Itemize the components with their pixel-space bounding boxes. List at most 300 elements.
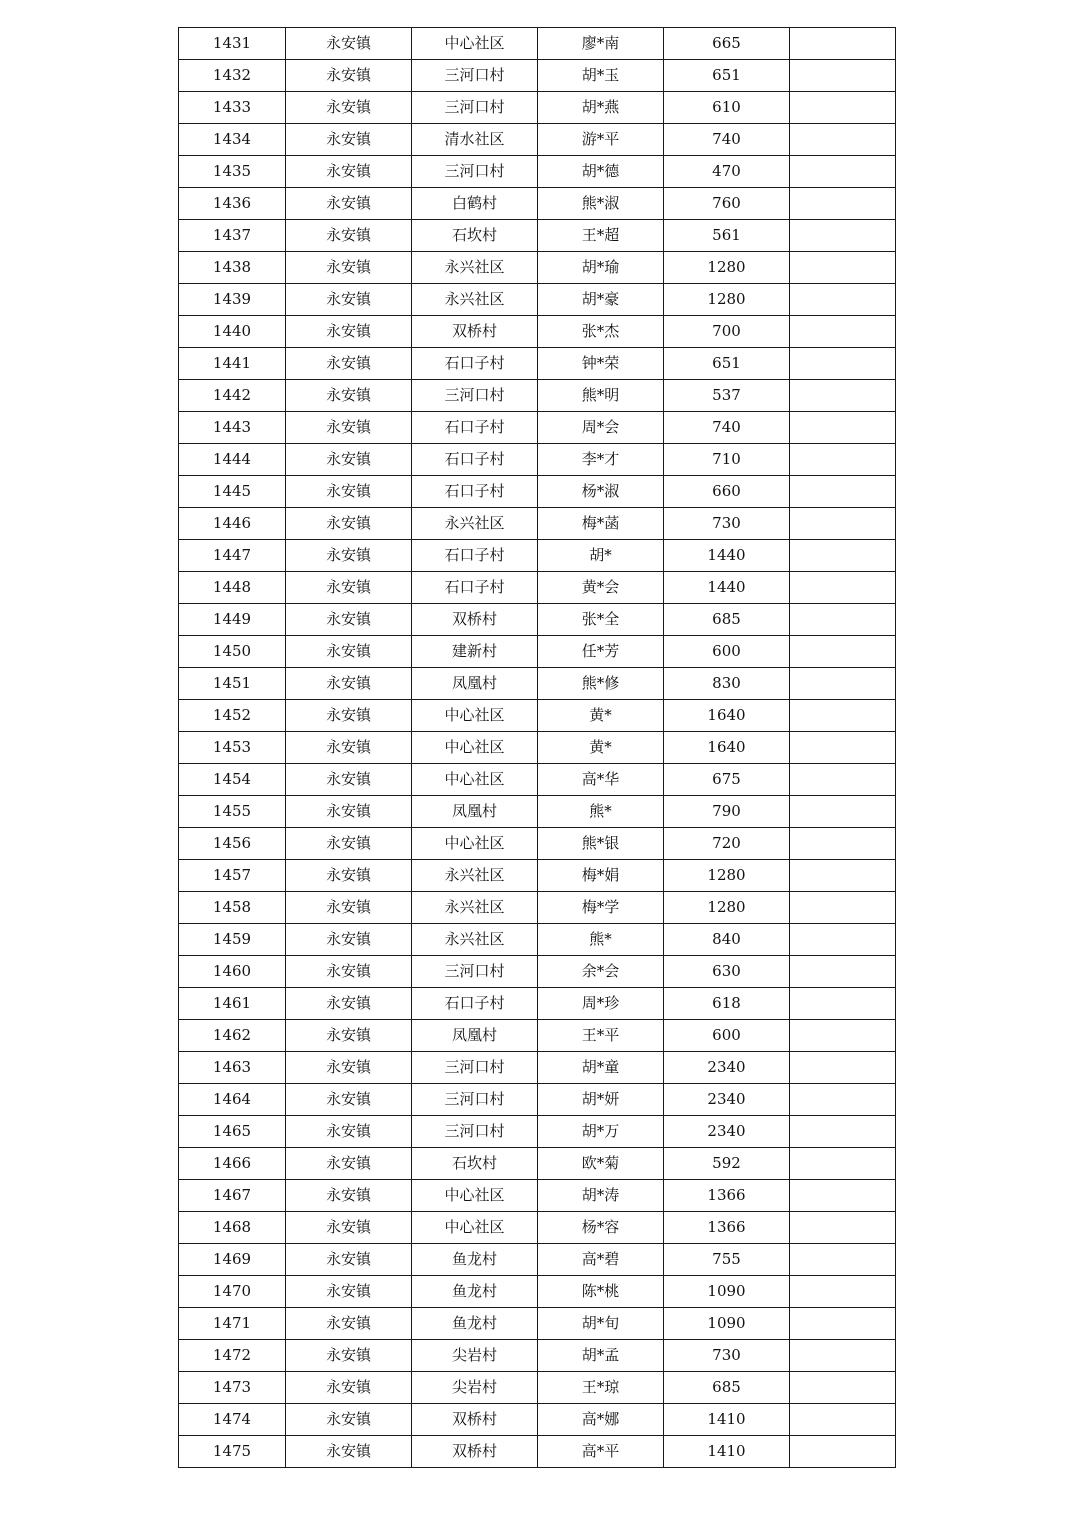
amount-cell: 1410 — [664, 1404, 790, 1436]
name-cell: 胡*旬 — [538, 1308, 664, 1340]
serial-number-cell: 1475 — [179, 1436, 286, 1468]
town-cell: 永安镇 — [286, 796, 412, 828]
name-cell: 胡*玉 — [538, 60, 664, 92]
amount-cell: 1366 — [664, 1180, 790, 1212]
remarks-cell — [790, 284, 896, 316]
table-row — [179, 956, 896, 988]
amount-cell: 730 — [664, 508, 790, 540]
name-cell: 高*平 — [538, 1436, 664, 1468]
serial-number-cell: 1450 — [179, 636, 286, 668]
name-cell: 梅*娟 — [538, 860, 664, 892]
name-cell: 熊* — [538, 796, 664, 828]
town-cell: 永安镇 — [286, 1180, 412, 1212]
table-row — [179, 1404, 896, 1436]
table-row — [179, 476, 896, 508]
amount-cell: 830 — [664, 668, 790, 700]
name-cell: 王*琼 — [538, 1372, 664, 1404]
amount-cell: 755 — [664, 1244, 790, 1276]
town-cell: 永安镇 — [286, 444, 412, 476]
serial-number-cell: 1457 — [179, 860, 286, 892]
serial-number-cell: 1449 — [179, 604, 286, 636]
town-cell: 永安镇 — [286, 220, 412, 252]
table-row — [179, 636, 896, 668]
amount-cell: 675 — [664, 764, 790, 796]
village-cell: 三河口村 — [412, 1084, 538, 1116]
amount-cell: 740 — [664, 124, 790, 156]
table-row — [179, 1052, 896, 1084]
name-cell: 胡*孟 — [538, 1340, 664, 1372]
table-row — [179, 668, 896, 700]
serial-number-cell: 1454 — [179, 764, 286, 796]
serial-number-cell: 1461 — [179, 988, 286, 1020]
serial-number-cell: 1435 — [179, 156, 286, 188]
amount-cell: 561 — [664, 220, 790, 252]
town-cell: 永安镇 — [286, 732, 412, 764]
village-cell: 永兴社区 — [412, 860, 538, 892]
village-cell: 三河口村 — [412, 156, 538, 188]
town-cell: 永安镇 — [286, 1372, 412, 1404]
name-cell: 李*才 — [538, 444, 664, 476]
table-row — [179, 1084, 896, 1116]
village-cell: 永兴社区 — [412, 892, 538, 924]
village-cell: 清水社区 — [412, 124, 538, 156]
village-cell: 鱼龙村 — [412, 1276, 538, 1308]
name-cell: 胡*童 — [538, 1052, 664, 1084]
village-cell: 石口子村 — [412, 476, 538, 508]
town-cell: 永安镇 — [286, 988, 412, 1020]
amount-cell: 1440 — [664, 572, 790, 604]
name-cell: 张*杰 — [538, 316, 664, 348]
village-cell: 石坎村 — [412, 220, 538, 252]
amount-cell: 1280 — [664, 252, 790, 284]
serial-number-cell: 1473 — [179, 1372, 286, 1404]
name-cell: 胡*妍 — [538, 1084, 664, 1116]
remarks-cell — [790, 828, 896, 860]
village-cell: 中心社区 — [412, 764, 538, 796]
serial-number-cell: 1443 — [179, 412, 286, 444]
table-row — [179, 316, 896, 348]
remarks-cell — [790, 476, 896, 508]
amount-cell: 740 — [664, 412, 790, 444]
amount-cell: 1090 — [664, 1276, 790, 1308]
name-cell: 胡*豪 — [538, 284, 664, 316]
remarks-cell — [790, 764, 896, 796]
name-cell: 梅*学 — [538, 892, 664, 924]
village-cell: 双桥村 — [412, 1404, 538, 1436]
serial-number-cell: 1463 — [179, 1052, 286, 1084]
amount-cell: 720 — [664, 828, 790, 860]
town-cell: 永安镇 — [286, 956, 412, 988]
remarks-cell — [790, 380, 896, 412]
name-cell: 黄* — [538, 732, 664, 764]
name-cell: 熊*淑 — [538, 188, 664, 220]
amount-cell: 630 — [664, 956, 790, 988]
roster-table — [178, 27, 896, 1468]
amount-cell: 1640 — [664, 732, 790, 764]
village-cell: 石口子村 — [412, 540, 538, 572]
amount-cell: 1440 — [664, 540, 790, 572]
remarks-cell — [790, 28, 896, 60]
village-cell: 石口子村 — [412, 412, 538, 444]
remarks-cell — [790, 252, 896, 284]
table-row — [179, 1212, 896, 1244]
serial-number-cell: 1468 — [179, 1212, 286, 1244]
serial-number-cell: 1448 — [179, 572, 286, 604]
name-cell: 任*芳 — [538, 636, 664, 668]
name-cell: 胡*涛 — [538, 1180, 664, 1212]
table-row — [179, 188, 896, 220]
name-cell: 余*会 — [538, 956, 664, 988]
village-cell: 三河口村 — [412, 92, 538, 124]
remarks-cell — [790, 1148, 896, 1180]
remarks-cell — [790, 156, 896, 188]
amount-cell: 618 — [664, 988, 790, 1020]
remarks-cell — [790, 924, 896, 956]
serial-number-cell: 1434 — [179, 124, 286, 156]
town-cell: 永安镇 — [286, 1340, 412, 1372]
town-cell: 永安镇 — [286, 668, 412, 700]
name-cell: 张*全 — [538, 604, 664, 636]
town-cell: 永安镇 — [286, 60, 412, 92]
town-cell: 永安镇 — [286, 540, 412, 572]
town-cell: 永安镇 — [286, 284, 412, 316]
serial-number-cell: 1440 — [179, 316, 286, 348]
table-row — [179, 764, 896, 796]
village-cell: 双桥村 — [412, 1436, 538, 1468]
remarks-cell — [790, 348, 896, 380]
remarks-cell — [790, 1404, 896, 1436]
amount-cell: 1280 — [664, 860, 790, 892]
village-cell: 石口子村 — [412, 988, 538, 1020]
name-cell: 王*平 — [538, 1020, 664, 1052]
name-cell: 黄* — [538, 700, 664, 732]
town-cell: 永安镇 — [286, 1436, 412, 1468]
table-row — [179, 412, 896, 444]
remarks-cell — [790, 1020, 896, 1052]
remarks-cell — [790, 220, 896, 252]
serial-number-cell: 1464 — [179, 1084, 286, 1116]
village-cell: 永兴社区 — [412, 924, 538, 956]
serial-number-cell: 1467 — [179, 1180, 286, 1212]
town-cell: 永安镇 — [286, 1276, 412, 1308]
table-row — [179, 156, 896, 188]
serial-number-cell: 1447 — [179, 540, 286, 572]
serial-number-cell: 1460 — [179, 956, 286, 988]
town-cell: 永安镇 — [286, 380, 412, 412]
amount-cell: 1366 — [664, 1212, 790, 1244]
serial-number-cell: 1459 — [179, 924, 286, 956]
name-cell: 熊*明 — [538, 380, 664, 412]
village-cell: 双桥村 — [412, 316, 538, 348]
name-cell: 陈*桃 — [538, 1276, 664, 1308]
remarks-cell — [790, 1244, 896, 1276]
table-row — [179, 1308, 896, 1340]
town-cell: 永安镇 — [286, 892, 412, 924]
table-row — [179, 444, 896, 476]
serial-number-cell: 1439 — [179, 284, 286, 316]
serial-number-cell: 1458 — [179, 892, 286, 924]
table-row — [179, 828, 896, 860]
remarks-cell — [790, 572, 896, 604]
name-cell: 杨*容 — [538, 1212, 664, 1244]
serial-number-cell: 1470 — [179, 1276, 286, 1308]
table-row — [179, 60, 896, 92]
remarks-cell — [790, 1180, 896, 1212]
amount-cell: 537 — [664, 380, 790, 412]
serial-number-cell: 1438 — [179, 252, 286, 284]
remarks-cell — [790, 1084, 896, 1116]
town-cell: 永安镇 — [286, 604, 412, 636]
town-cell: 永安镇 — [286, 860, 412, 892]
amount-cell: 1280 — [664, 284, 790, 316]
town-cell: 永安镇 — [286, 572, 412, 604]
town-cell: 永安镇 — [286, 252, 412, 284]
remarks-cell — [790, 1052, 896, 1084]
village-cell: 三河口村 — [412, 1052, 538, 1084]
document-page — [178, 27, 895, 1468]
village-cell: 尖岩村 — [412, 1372, 538, 1404]
remarks-cell — [790, 92, 896, 124]
serial-number-cell: 1445 — [179, 476, 286, 508]
remarks-cell — [790, 636, 896, 668]
table-row — [179, 124, 896, 156]
serial-number-cell: 1465 — [179, 1116, 286, 1148]
village-cell: 凤凰村 — [412, 668, 538, 700]
village-cell: 三河口村 — [412, 60, 538, 92]
town-cell: 永安镇 — [286, 1020, 412, 1052]
town-cell: 永安镇 — [286, 1404, 412, 1436]
village-cell: 石口子村 — [412, 444, 538, 476]
table-row — [179, 348, 896, 380]
serial-number-cell: 1442 — [179, 380, 286, 412]
town-cell: 永安镇 — [286, 124, 412, 156]
remarks-cell — [790, 700, 896, 732]
table-row — [179, 1148, 896, 1180]
town-cell: 永安镇 — [286, 1148, 412, 1180]
table-row — [179, 604, 896, 636]
name-cell: 梅*菡 — [538, 508, 664, 540]
remarks-cell — [790, 604, 896, 636]
village-cell: 中心社区 — [412, 1212, 538, 1244]
table-row — [179, 1436, 896, 1468]
table-row — [179, 732, 896, 764]
remarks-cell — [790, 1116, 896, 1148]
name-cell: 王*超 — [538, 220, 664, 252]
table-row — [179, 1340, 896, 1372]
town-cell: 永安镇 — [286, 1244, 412, 1276]
amount-cell: 1090 — [664, 1308, 790, 1340]
remarks-cell — [790, 1276, 896, 1308]
amount-cell: 470 — [664, 156, 790, 188]
table-row — [179, 1116, 896, 1148]
amount-cell: 1280 — [664, 892, 790, 924]
serial-number-cell: 1466 — [179, 1148, 286, 1180]
village-cell: 三河口村 — [412, 1116, 538, 1148]
town-cell: 永安镇 — [286, 156, 412, 188]
remarks-cell — [790, 956, 896, 988]
name-cell: 杨*淑 — [538, 476, 664, 508]
name-cell: 钟*荣 — [538, 348, 664, 380]
remarks-cell — [790, 668, 896, 700]
amount-cell: 1410 — [664, 1436, 790, 1468]
town-cell: 永安镇 — [286, 316, 412, 348]
village-cell: 三河口村 — [412, 956, 538, 988]
serial-number-cell: 1452 — [179, 700, 286, 732]
name-cell: 胡*万 — [538, 1116, 664, 1148]
amount-cell: 592 — [664, 1148, 790, 1180]
village-cell: 中心社区 — [412, 732, 538, 764]
village-cell: 中心社区 — [412, 700, 538, 732]
remarks-cell — [790, 188, 896, 220]
amount-cell: 610 — [664, 92, 790, 124]
town-cell: 永安镇 — [286, 1212, 412, 1244]
amount-cell: 600 — [664, 636, 790, 668]
table-row — [179, 988, 896, 1020]
name-cell: 游*平 — [538, 124, 664, 156]
village-cell: 尖岩村 — [412, 1340, 538, 1372]
remarks-cell — [790, 892, 896, 924]
village-cell: 石口子村 — [412, 348, 538, 380]
remarks-cell — [790, 1372, 896, 1404]
table-row — [179, 508, 896, 540]
name-cell: 熊* — [538, 924, 664, 956]
serial-number-cell: 1437 — [179, 220, 286, 252]
amount-cell: 685 — [664, 604, 790, 636]
amount-cell: 710 — [664, 444, 790, 476]
village-cell: 中心社区 — [412, 1180, 538, 1212]
town-cell: 永安镇 — [286, 924, 412, 956]
name-cell: 欧*菊 — [538, 1148, 664, 1180]
serial-number-cell: 1436 — [179, 188, 286, 220]
table-row — [179, 28, 896, 60]
table-row — [179, 220, 896, 252]
amount-cell: 660 — [664, 476, 790, 508]
name-cell: 高*娜 — [538, 1404, 664, 1436]
village-cell: 永兴社区 — [412, 508, 538, 540]
amount-cell: 2340 — [664, 1084, 790, 1116]
town-cell: 永安镇 — [286, 1116, 412, 1148]
town-cell: 永安镇 — [286, 92, 412, 124]
table-row — [179, 892, 896, 924]
village-cell: 中心社区 — [412, 28, 538, 60]
village-cell: 中心社区 — [412, 828, 538, 860]
village-cell: 鱼龙村 — [412, 1308, 538, 1340]
remarks-cell — [790, 444, 896, 476]
name-cell: 廖*南 — [538, 28, 664, 60]
village-cell: 凤凰村 — [412, 1020, 538, 1052]
name-cell: 周*珍 — [538, 988, 664, 1020]
name-cell: 胡*瑜 — [538, 252, 664, 284]
name-cell: 周*会 — [538, 412, 664, 444]
serial-number-cell: 1441 — [179, 348, 286, 380]
amount-cell: 651 — [664, 348, 790, 380]
table-row — [179, 860, 896, 892]
serial-number-cell: 1455 — [179, 796, 286, 828]
village-cell: 鱼龙村 — [412, 1244, 538, 1276]
village-cell: 白鹤村 — [412, 188, 538, 220]
serial-number-cell: 1433 — [179, 92, 286, 124]
town-cell: 永安镇 — [286, 28, 412, 60]
serial-number-cell: 1451 — [179, 668, 286, 700]
village-cell: 永兴社区 — [412, 284, 538, 316]
amount-cell: 790 — [664, 796, 790, 828]
name-cell: 高*华 — [538, 764, 664, 796]
serial-number-cell: 1453 — [179, 732, 286, 764]
serial-number-cell: 1469 — [179, 1244, 286, 1276]
name-cell: 熊*银 — [538, 828, 664, 860]
remarks-cell — [790, 732, 896, 764]
town-cell: 永安镇 — [286, 476, 412, 508]
table-row — [179, 924, 896, 956]
village-cell: 石坎村 — [412, 1148, 538, 1180]
remarks-cell — [790, 412, 896, 444]
table-row — [179, 380, 896, 412]
amount-cell: 651 — [664, 60, 790, 92]
amount-cell: 2340 — [664, 1052, 790, 1084]
table-row — [179, 1020, 896, 1052]
name-cell: 胡* — [538, 540, 664, 572]
name-cell: 黄*会 — [538, 572, 664, 604]
table-row — [179, 92, 896, 124]
town-cell: 永安镇 — [286, 348, 412, 380]
name-cell: 胡*德 — [538, 156, 664, 188]
table-row — [179, 796, 896, 828]
town-cell: 永安镇 — [286, 700, 412, 732]
table-row — [179, 1244, 896, 1276]
amount-cell: 700 — [664, 316, 790, 348]
village-cell: 凤凰村 — [412, 796, 538, 828]
name-cell: 胡*燕 — [538, 92, 664, 124]
table-row — [179, 1372, 896, 1404]
roster-table-body — [179, 28, 896, 1468]
amount-cell: 760 — [664, 188, 790, 220]
town-cell: 永安镇 — [286, 508, 412, 540]
amount-cell: 840 — [664, 924, 790, 956]
table-row — [179, 700, 896, 732]
name-cell: 熊*修 — [538, 668, 664, 700]
remarks-cell — [790, 60, 896, 92]
remarks-cell — [790, 540, 896, 572]
village-cell: 石口子村 — [412, 572, 538, 604]
amount-cell: 730 — [664, 1340, 790, 1372]
serial-number-cell: 1471 — [179, 1308, 286, 1340]
town-cell: 永安镇 — [286, 828, 412, 860]
remarks-cell — [790, 316, 896, 348]
amount-cell: 665 — [664, 28, 790, 60]
serial-number-cell: 1474 — [179, 1404, 286, 1436]
village-cell: 双桥村 — [412, 604, 538, 636]
town-cell: 永安镇 — [286, 412, 412, 444]
amount-cell: 1640 — [664, 700, 790, 732]
remarks-cell — [790, 1212, 896, 1244]
remarks-cell — [790, 796, 896, 828]
serial-number-cell: 1444 — [179, 444, 286, 476]
remarks-cell — [790, 988, 896, 1020]
village-cell: 三河口村 — [412, 380, 538, 412]
table-row — [179, 1276, 896, 1308]
serial-number-cell: 1462 — [179, 1020, 286, 1052]
town-cell: 永安镇 — [286, 1084, 412, 1116]
remarks-cell — [790, 1436, 896, 1468]
village-cell: 永兴社区 — [412, 252, 538, 284]
serial-number-cell: 1431 — [179, 28, 286, 60]
remarks-cell — [790, 860, 896, 892]
table-row — [179, 252, 896, 284]
amount-cell: 685 — [664, 1372, 790, 1404]
remarks-cell — [790, 1308, 896, 1340]
town-cell: 永安镇 — [286, 1308, 412, 1340]
serial-number-cell: 1472 — [179, 1340, 286, 1372]
